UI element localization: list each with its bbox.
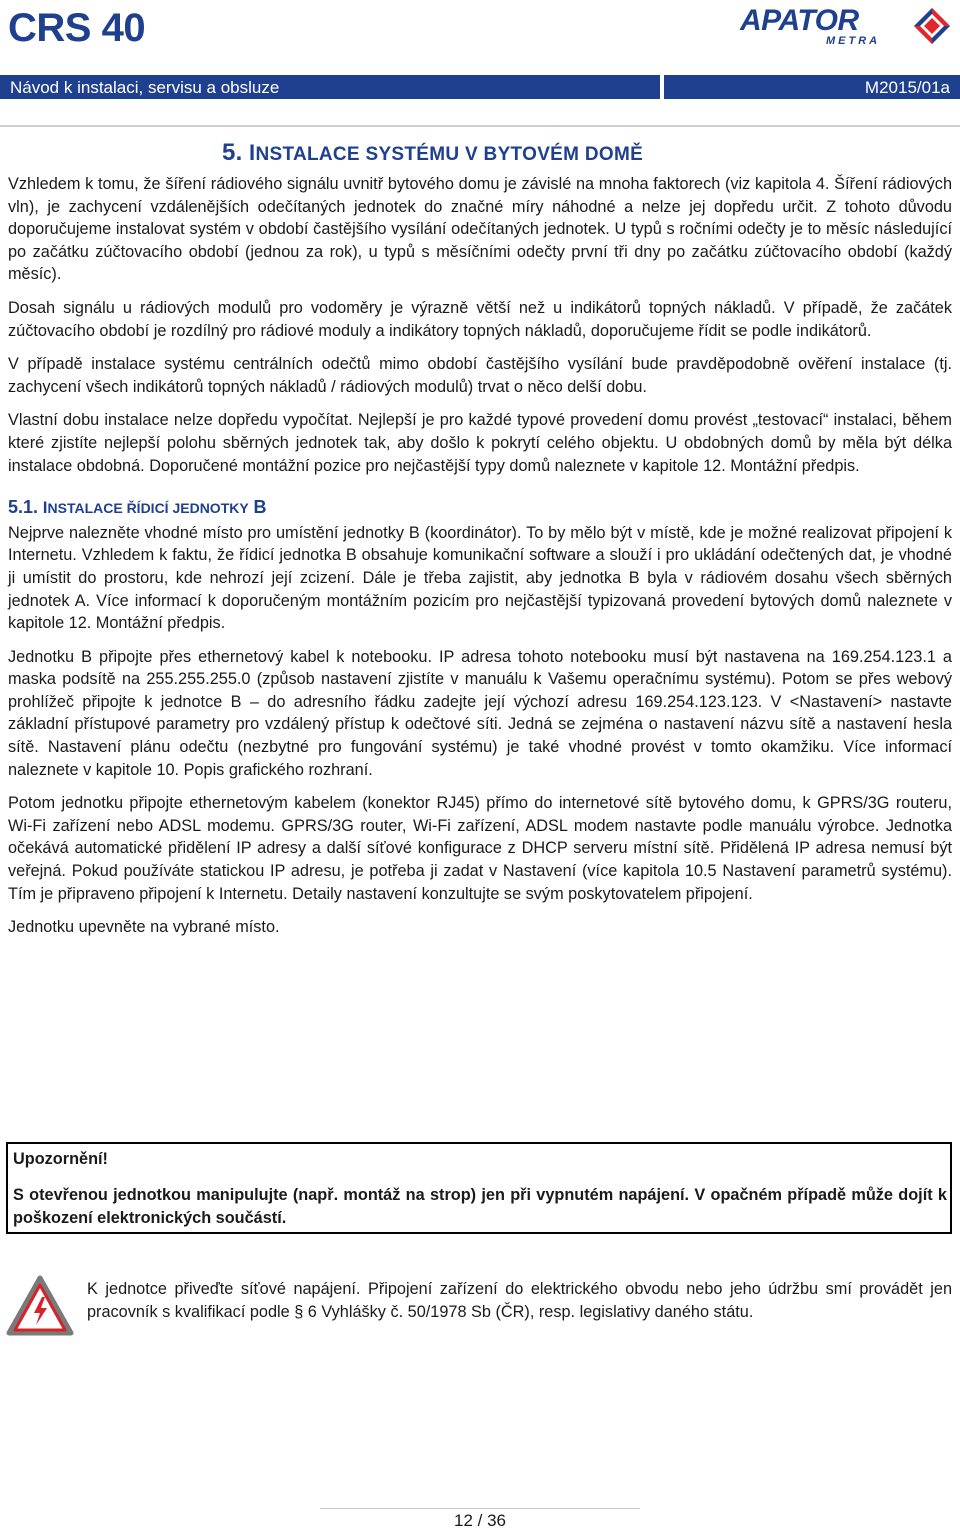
apator-metra-logo: [740, 6, 954, 48]
header-banner: [0, 75, 960, 99]
logo-sub-text: METRA: [826, 35, 881, 47]
page-number: 12 / 36: [454, 1511, 506, 1530]
document-code: M2015/01a: [864, 78, 950, 97]
subsection-title-end: B: [253, 497, 267, 518]
paragraph: V případě instalace systému centrálních odečtů mimo období častějšího vysílání bude pravděpodobně ověření instalace (tj. zachycení všech indikátorů topných nákladů / rádiových modulů) trvat o něco delší dobu.: [8, 355, 952, 396]
logo-diamond-icon: [912, 6, 952, 46]
section-heading: [222, 139, 643, 167]
paragraph: Dosah signálu u rádiových modulů pro vodoměry je výrazně větší než u indikátorů topných nákladů. V případě, že začátek zúčtovacího období je rozdílný pro rádiové moduly a indikátory topných nákladů, doporučujeme řídit se podle indikátorů.: [8, 298, 952, 340]
high-voltage-warning-icon: [6, 1275, 74, 1337]
paragraph: Jednotku upevněte na vybrané místo.: [8, 918, 280, 937]
hazard-note: K jednotce přiveďte síťové napájení. Připojení zařízení do elektrického obvodu nebo jeho údržbu smí provádět jen pracovník s kvalifikací podle § 6 Vyhlášky č. 50/1978 Sb (ČR), resp. legislativy daného státu.: [87, 1280, 952, 1321]
banner-divider: [660, 75, 664, 99]
paragraph: Vzhledem k tomu, že šíření rádiového signálu uvnitř bytového domu je závislé na mnoha faktorech (viz kapitola 4. Šíření rádiových vln), je zachycení vzdálenějších odečítaných jednotek do značné míry náhodné a nelze jej dopředu určit. Z tohoto důvodu doporučujeme instalovat systém v období častějšího vysílání odečítaných jednotek. U typů s ročními odečty je to měsíc následující po začátku zúčtovacího období (jednou za rok), u typů s měsíčními odečty první tři dny po začátku zúčtovacího období (každý měsíc).: [8, 175, 952, 284]
subsection-heading: [8, 496, 952, 520]
warning-text: S otevřenou jednotkou manipulujte (např. montáž na strop) jen při vypnutém napájení. V opačném případě může dojít k poškození elektronických součástí.: [13, 1186, 947, 1227]
logo-main-text: APATOR: [740, 4, 859, 37]
subsection-title-initial: I: [42, 498, 48, 518]
paragraph: Jednotku B připojte přes ethernetový kabel k notebooku. IP adresa tohoto notebooku musí být nastavena na 169.254.123.1 a maska podsítě na 255.255.255.0 (způsob nastavení zjistíte v manuálu k Vašemu operačnímu systému). Potom se přes webový prohlížeč připojte k jednotce B – do adresního řádku zadejte její výchozí adresu 169.254.123.123. V <Nastavení> nastavte základní přístupové parametry pro vzdálený přístup k odečtové síti. Jedná se zejména o nastavení názvu sítě a nastavení hesla sítě. Nastavení plánu odečtu (nezbytné pro fungování systému) je také vhodné provést v tomto okamžiku. Více informací naleznete v kapitole 10. Popis grafického rozhraní.: [8, 647, 952, 779]
subsection-title-rest: NSTALACE ŘÍDICÍ JEDNOTKY: [47, 500, 249, 517]
main-content: [8, 173, 952, 950]
manual-subtitle: Návod k instalaci, servisu a obsluze: [10, 78, 280, 97]
paragraph: Nejprve nalezněte vhodné místo pro umístění jednotky B (koordinátor). To by mělo být v místě, kde je možné realizovat připojení k Internetu. Vzhledem k faktu, že řídicí jednotka B obsahuje komunikační software a slouží i pro ukládání odečtených dat, je vhodné ji umístit do prostoru, kde nehrozí její zcizení. Dále je třeba zajistit, aby jednotka B byla v rádiovém dosahu všech sběrných jednotek A. Více informací k doporučeným montážním pozicím pro nejčastější typizovaná provedení bytových domů naleznete v kapitole 12. Montážní předpis.: [8, 523, 952, 633]
header-rule: [0, 125, 960, 127]
paragraph: Vlastní dobu instalace nelze dopředu vypočítat. Nejlepší je pro každé typové provedení domu provést „testovací“ instalaci, během které zjistíte nejlepší polohu sběrných jednotek tak, aby došlo k pokrytí celého objektu. U obdobných domů by měla být délka instalace obdobná. Doporučené montážní pozice pro nejčastější typy domů naleznete v kapitole 12. Montážní předpis.: [8, 411, 952, 475]
warning-title: Upozornění!: [13, 1150, 108, 1168]
warning-box: [6, 1142, 952, 1234]
footer-rule: [320, 1508, 640, 1509]
subsection-number: 5.1.: [8, 497, 39, 518]
section-title-initial: I: [249, 140, 256, 165]
paragraph: Potom jednotku připojte ethernetovým kabelem (konektor RJ45) přímo do internetové sítě bytového domu, k GPRS/3G routeru, Wi-Fi zařízení nebo ADSL modemu. GPRS/3G router, Wi-Fi zařízení, ADSL modem nastavte podle manuálu výrobce. Jednotka očekává automatické přidělení IP adresy a další síťové konfigurace z DHCP serveru místní sítě. Přidělená IP adresa nemusí být veřejná. Pokud používáte statickou IP adresu, je potřeba ji zadat v Nastavení (více kapitola 10.5 Nastavení parametrů systému). Tím je připraveno připojení k Internetu. Detaily nastavení konzultujte se svým poskytovatelem připojení.: [8, 794, 952, 903]
section-number: 5.: [222, 139, 243, 166]
document-title: CRS 40: [8, 6, 146, 50]
section-title-rest: NSTALACE SYSTÉMU V BYTOVÉM DOMĚ: [255, 144, 644, 165]
